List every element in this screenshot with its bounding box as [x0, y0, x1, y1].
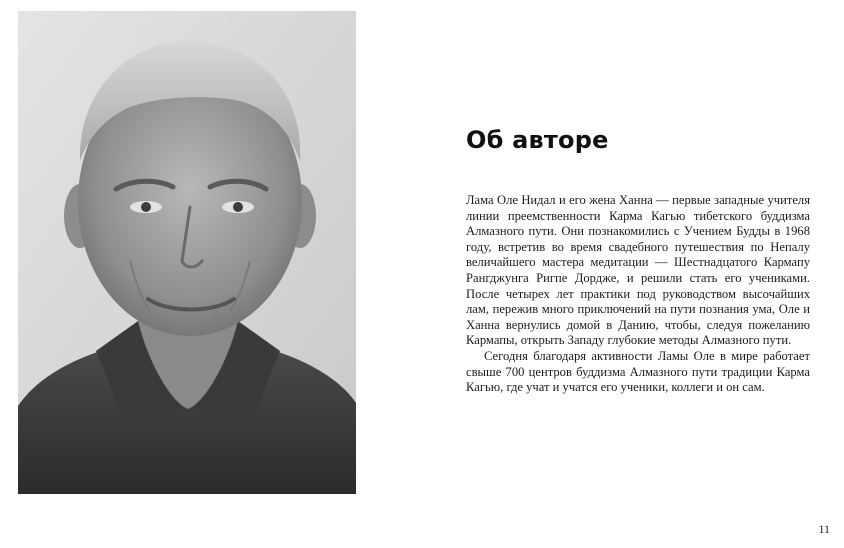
bio-paragraph-1: Лама Оле Нидал и его жена Ханна — первые западные учителя линии преемственности Карма Кагью тибетского буддизма Алмазного пути. Они познакомились с Учением Будды в 1968 году, встретив во время свадебного путешествия по Непалу величайшего мастера медитации — Шестнадцатого Кармапу Рангджунга Ригпе Дордже, и решили стать его учениками. После четырех лет практики под руководством высочайших лам, пережив много приключений на пути познания ума, Оле и Ханна вернулись домой в Данию, чтобы, следуя пожеланию Кармапы, открыть Западу глубокие методы Алмазного пути.: [466, 193, 810, 348]
page-number: 11: [818, 522, 830, 536]
bio-paragraph-2: Сегодня благодаря активности Ламы Оле в мире работает свыше 700 центров буддизма Алмазного пути традиции Карма Кагью, где учат и учатся его ученики, коллеги и он сам.: [466, 348, 810, 395]
section-heading: Об авторе: [466, 126, 609, 154]
author-bio-text: [466, 193, 810, 396]
author-portrait-photo: [18, 11, 356, 494]
